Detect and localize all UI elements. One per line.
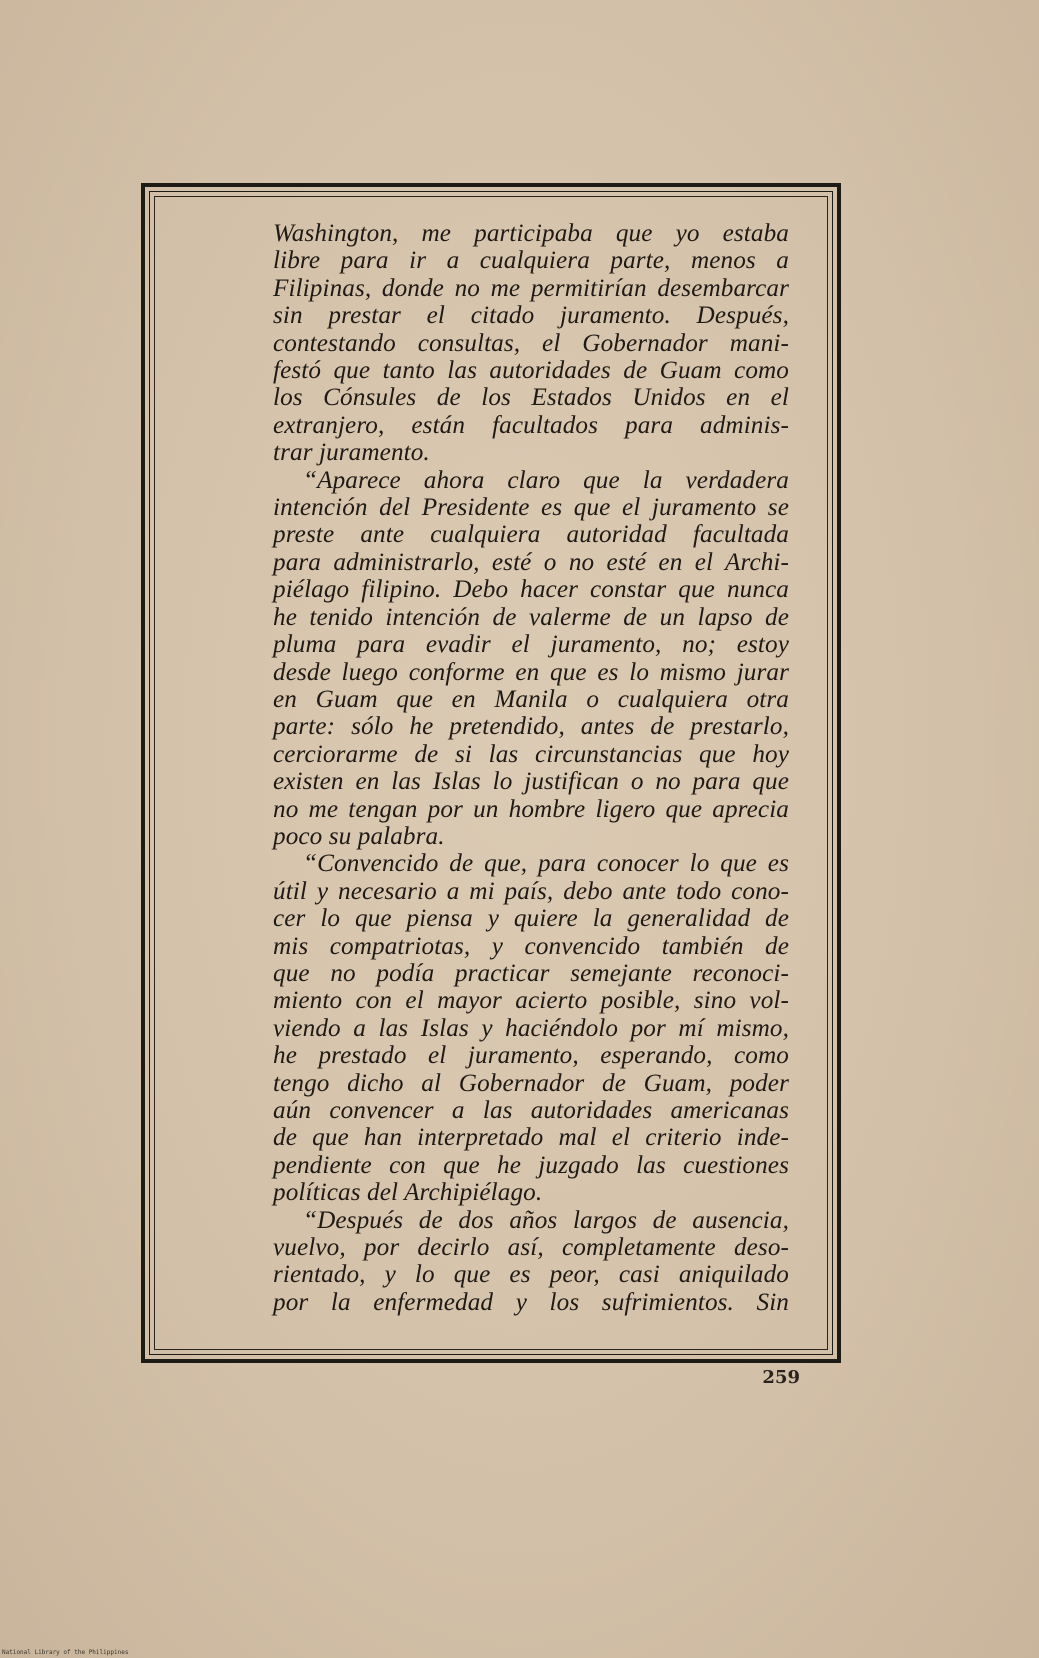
paragraph-4 bbox=[273, 1207, 789, 1317]
text-line: por la enfermedad y los sufrimientos. Sin bbox=[273, 1288, 789, 1316]
page-number: 259 bbox=[762, 1367, 800, 1388]
text-line: para administrarlo, esté o no esté en el Archi- bbox=[273, 548, 789, 576]
text-line: preste ante cualquiera autoridad facultada bbox=[273, 521, 789, 549]
text-line: cer lo que piensa y quiere la generalidad de bbox=[273, 905, 789, 933]
text-line: “Después de dos años largos de ausencia, bbox=[303, 1206, 789, 1234]
text-line: existen en las Islas lo justifican o no para que bbox=[273, 768, 789, 796]
text-line: no me tengan por un hombre ligero que aprecia bbox=[273, 795, 789, 823]
paragraph-1 bbox=[273, 220, 789, 467]
text-line: miento con el mayor acierto posible, sino vol- bbox=[273, 987, 789, 1015]
paragraph-3 bbox=[273, 850, 789, 1206]
text-line: poco su palabra. bbox=[273, 822, 445, 850]
text-line: parte: sólo he pretendido, antes de prestarlo, bbox=[273, 713, 789, 741]
text-line: de que han interpretado mal el criterio inde- bbox=[273, 1124, 789, 1152]
text-line: piélago filipino. Debo hacer constar que nunca bbox=[273, 576, 789, 604]
text-line: “Convencido de que, para conocer lo que es bbox=[303, 850, 789, 878]
text-line: desde luego conforme en que es lo mismo jurar bbox=[273, 658, 789, 686]
text-line: he prestado el juramento, esperando, como bbox=[273, 1042, 789, 1070]
text-line: los Cónsules de los Estados Unidos en el bbox=[273, 384, 789, 412]
text-line: vuelvo, por decirlo así, completamente deso- bbox=[273, 1234, 789, 1262]
text-line: “Aparece ahora claro que la verdadera bbox=[303, 466, 789, 494]
text-line: pendiente con que he juzgado las cuestiones bbox=[273, 1151, 789, 1179]
text-line: que no podía practicar semejante reconoci- bbox=[273, 959, 789, 987]
paragraph-2 bbox=[273, 467, 789, 851]
text-line: Filipinas, donde no me permitirían desembarcar bbox=[273, 274, 789, 302]
text-line: políticas del Archipiélago. bbox=[273, 1179, 543, 1207]
text-line: intención del Presidente es que el juramento se bbox=[273, 494, 789, 522]
text-line: he tenido intención de valerme de un lapso de bbox=[273, 603, 789, 631]
text-line: festó que tanto las autoridades de Guam como bbox=[273, 357, 789, 385]
text-line: Washington, me participaba que yo estaba bbox=[273, 220, 789, 247]
text-line: contestando consultas, el Gobernador mani- bbox=[273, 329, 789, 357]
text-line: trar juramento. bbox=[273, 439, 430, 467]
text-line: pluma para evadir el juramento, no; estoy bbox=[273, 631, 789, 659]
text-line: sin prestar el citado juramento. Después, bbox=[273, 302, 789, 330]
text-line: libre para ir a cualquiera parte, menos a bbox=[273, 247, 789, 275]
text-line: aún convencer a las autoridades americanas bbox=[273, 1097, 789, 1124]
body-text bbox=[273, 220, 789, 1316]
text-line: rientado, y lo que es peor, casi aniquilado bbox=[273, 1261, 789, 1289]
footer-credit: National Library of the Philippines bbox=[2, 1649, 129, 1656]
text-line: mis compatriotas, y convencido también de bbox=[273, 932, 789, 960]
text-line: en Guam que en Manila o cualquiera otra bbox=[273, 685, 789, 713]
text-line: viendo a las Islas y haciéndolo por mí mismo, bbox=[273, 1014, 789, 1042]
text-line: cerciorarme de si las circunstancias que hoy bbox=[273, 740, 789, 768]
text-line: tengo dicho al Gobernador de Guam, poder bbox=[273, 1069, 789, 1097]
text-line: extranjero, están facultados para adminis- bbox=[273, 411, 789, 439]
text-line: útil y necesario a mi país, debo ante todo cono- bbox=[273, 877, 789, 905]
